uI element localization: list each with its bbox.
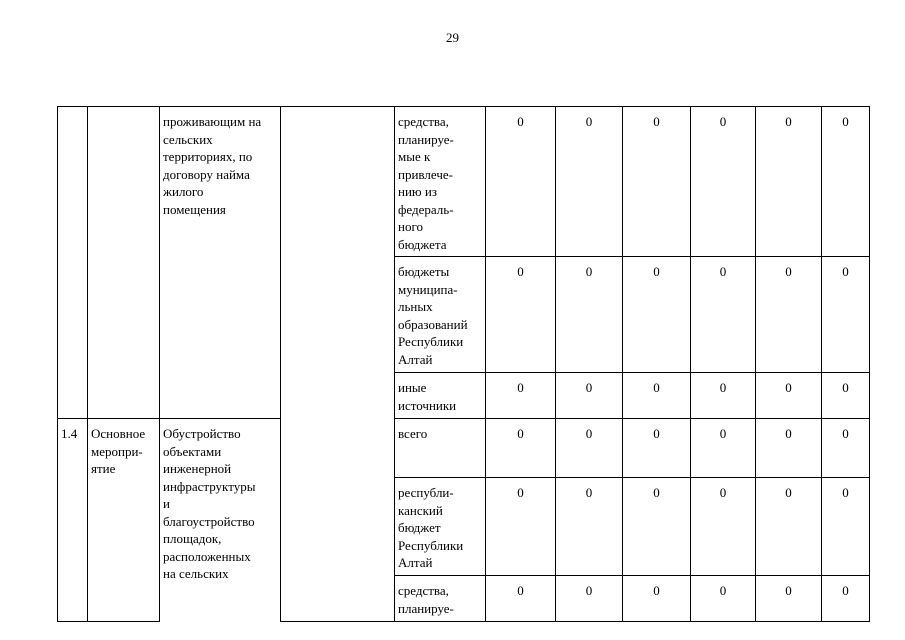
value-cell: 0 [756, 107, 822, 257]
row-description-cell: Обустройство объектами инженерной инфраструктуры и благоустройство площадок, расположенных на сельских [160, 419, 281, 622]
row-index-cell [58, 257, 88, 373]
row-responsible-cell [281, 107, 395, 257]
row-type-cell [88, 107, 160, 257]
row-index-cell [58, 107, 88, 257]
value-cell: 0 [556, 419, 623, 478]
row-responsible-cell [281, 373, 395, 419]
value-cell: 0 [756, 576, 822, 622]
row-source-cell: средства, планируе- [395, 576, 486, 622]
value-cell: 0 [556, 257, 623, 373]
budget-table [57, 106, 870, 622]
value-cell: 0 [691, 478, 756, 576]
page-number: 29 [446, 30, 459, 45]
value-cell: 0 [486, 478, 556, 576]
row-index-cell [58, 373, 88, 419]
row-type-cell [88, 257, 160, 373]
value-cell: 0 [691, 419, 756, 478]
value-cell: 0 [486, 373, 556, 419]
value-cell: 0 [623, 576, 691, 622]
row-index-cell [58, 478, 88, 576]
value-cell: 0 [822, 257, 870, 373]
value-cell: 0 [556, 373, 623, 419]
value-cell: 0 [691, 107, 756, 257]
row-source-cell: бюджеты муниципа- льных образований Республики Алтай [395, 257, 486, 373]
value-cell: 0 [691, 257, 756, 373]
value-cell: 0 [556, 107, 623, 257]
row-type-cell [88, 373, 160, 419]
row-description-cell: проживающим на сельских территориях, по договору найма жилого помещения [160, 107, 281, 257]
value-cell: 0 [691, 373, 756, 419]
table-row [58, 257, 870, 373]
row-index-cell: 1.4 [58, 419, 88, 478]
value-cell: 0 [756, 257, 822, 373]
value-cell: 0 [623, 107, 691, 257]
row-description-cell [160, 257, 281, 373]
value-cell: 0 [486, 257, 556, 373]
row-index-cell [58, 576, 88, 622]
value-cell: 0 [822, 576, 870, 622]
value-cell: 0 [486, 419, 556, 478]
value-cell: 0 [556, 576, 623, 622]
value-cell: 0 [822, 107, 870, 257]
row-responsible-cell [281, 257, 395, 373]
value-cell: 0 [556, 478, 623, 576]
table-row [58, 419, 870, 478]
value-cell: 0 [756, 419, 822, 478]
value-cell: 0 [822, 373, 870, 419]
row-source-cell: всего [395, 419, 486, 478]
table-row [58, 107, 870, 257]
row-type-cell [88, 478, 160, 576]
row-source-cell: республи- канский бюджет Республики Алтай [395, 478, 486, 576]
row-type-cell [88, 576, 160, 622]
table-row [58, 373, 870, 419]
row-description-cell [160, 373, 281, 419]
value-cell: 0 [623, 478, 691, 576]
value-cell: 0 [822, 419, 870, 478]
row-source-cell: иные источники [395, 373, 486, 419]
row-responsible-cell [281, 478, 395, 576]
value-cell: 0 [623, 373, 691, 419]
value-cell: 0 [756, 373, 822, 419]
value-cell: 0 [623, 257, 691, 373]
value-cell: 0 [756, 478, 822, 576]
value-cell: 0 [822, 478, 870, 576]
row-source-cell: средства, планируе- мые к привлече- нию из федераль- ного бюджета [395, 107, 486, 257]
row-type-cell: Основное меропри- ятие [88, 419, 160, 478]
value-cell: 0 [486, 576, 556, 622]
value-cell: 0 [486, 107, 556, 257]
value-cell: 0 [623, 419, 691, 478]
row-responsible-cell [281, 419, 395, 478]
row-responsible-cell [281, 576, 395, 622]
value-cell: 0 [691, 576, 756, 622]
